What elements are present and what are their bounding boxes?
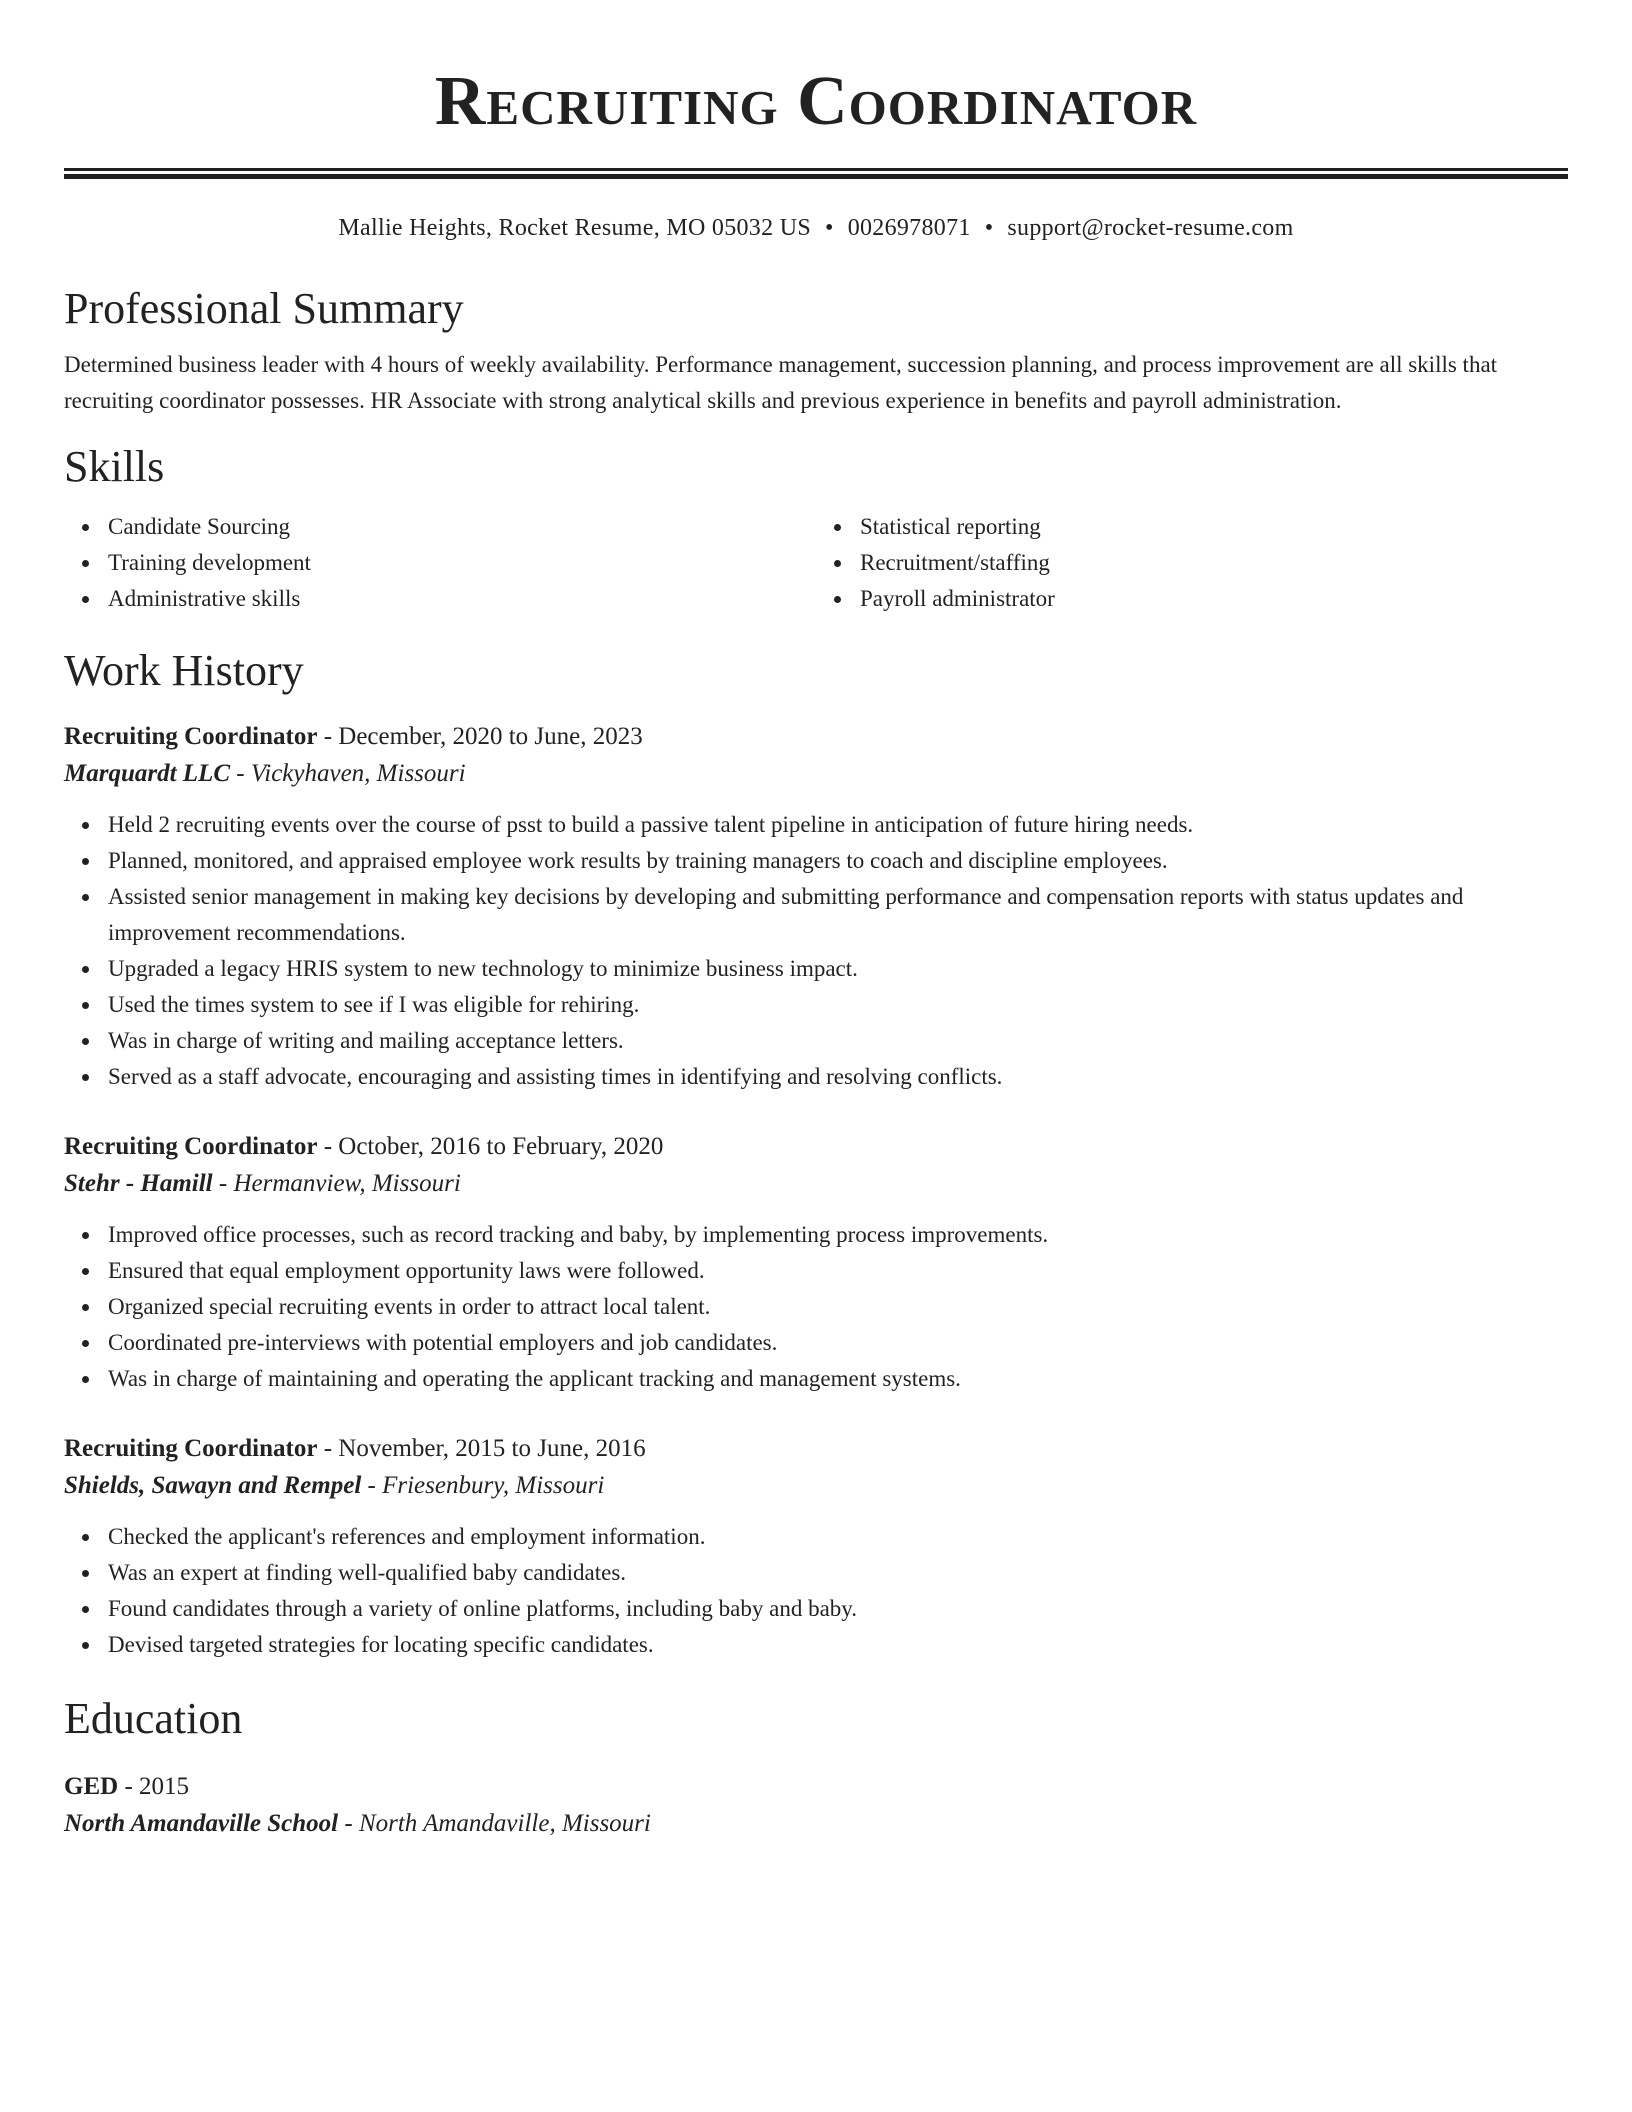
job-header — [64, 719, 1568, 755]
skill-item: Candidate Sourcing — [108, 509, 816, 545]
job-duties — [64, 807, 1568, 1095]
job-employer — [64, 1467, 1568, 1505]
job-duty: Assisted senior management in making key decisions by developing and submitting performance and compensation reports with status updates and improvement recommendations. — [108, 879, 1568, 951]
job-duty: Was an expert at finding well-qualified baby candidates. — [108, 1555, 1568, 1591]
job-entry — [64, 1431, 1568, 1663]
job-duty: Ensured that equal employment opportunity laws were followed. — [108, 1253, 1568, 1289]
job-location: Vickyhaven, Missouri — [250, 760, 466, 787]
skill-item: Recruitment/staffing — [860, 545, 1568, 581]
job-location: Friesenbury, Missouri — [382, 1472, 605, 1499]
job-duty: Improved office processes, such as record tracking and baby, by implementing process improvements. — [108, 1217, 1568, 1253]
skills-list — [64, 509, 1568, 617]
contact-separator: • — [824, 215, 834, 241]
skill-item: Administrative skills — [108, 581, 816, 617]
job-entry — [64, 1129, 1568, 1397]
dash: - — [361, 1472, 383, 1499]
education-school: North Amandaville School — [64, 1810, 339, 1837]
skills-column-right — [816, 509, 1568, 617]
job-duty: Checked the applicant's references and employment information. — [108, 1519, 1568, 1555]
title-divider — [64, 168, 1568, 179]
dash: - — [317, 723, 339, 750]
work-history-section — [64, 645, 1568, 1663]
job-duty: Used the times system to see if I was eligible for rehiring. — [108, 987, 1568, 1023]
job-location: Hermanview, Missouri — [233, 1170, 461, 1197]
job-duty: Held 2 recruiting events over the course of psst to build a passive talent pipeline in anticipation of future hiring needs. — [108, 807, 1568, 843]
job-role: Recruiting Coordinator — [64, 1133, 318, 1160]
dash: - — [317, 1435, 339, 1462]
job-header — [64, 1431, 1568, 1467]
job-company: Marquardt LLC — [64, 760, 231, 787]
job-duty: Was in charge of writing and mailing acceptance letters. — [108, 1023, 1568, 1059]
education-section — [64, 1693, 1568, 1843]
dash: - — [118, 1773, 140, 1800]
work-history-heading: Work History — [64, 646, 304, 695]
education-institution — [64, 1805, 1568, 1843]
skill-item: Training development — [108, 545, 816, 581]
dash: - — [317, 1133, 339, 1160]
job-duty: Planned, monitored, and appraised employee work results by training managers to coach and discipline employees. — [108, 843, 1568, 879]
dash: - — [230, 760, 251, 787]
education-degree: GED — [64, 1773, 119, 1800]
skill-item: Payroll administrator — [860, 581, 1568, 617]
skill-item: Statistical reporting — [860, 509, 1568, 545]
contact-phone: 0026978071 — [847, 215, 971, 241]
job-company: Stehr - Hamill — [64, 1170, 213, 1197]
education-location: North Amandaville, Missouri — [358, 1810, 651, 1837]
job-company: Shields, Sawayn and Rempel — [64, 1472, 362, 1499]
education-header — [64, 1769, 1568, 1805]
resume-title: Recruiting Coordinator — [434, 63, 1198, 140]
job-duties — [64, 1519, 1568, 1663]
summary-text: Determined business leader with 4 hours of weekly availability. Performance management, succession planning, and process improvement are all skills that recruiting coordinator possesses. HR Associate with strong analytical skills and previous experience in benefits and payroll administration. — [64, 352, 1498, 413]
education-heading: Education — [64, 1694, 243, 1743]
job-duty: Coordinated pre-interviews with potential employers and job candidates. — [108, 1325, 1568, 1361]
skills-heading: Skills — [64, 442, 165, 491]
dash: - — [212, 1170, 234, 1197]
job-employer — [64, 755, 1568, 793]
summary-section — [64, 283, 1568, 419]
job-employer — [64, 1165, 1568, 1203]
contact-separator: • — [984, 215, 994, 241]
job-dates: December, 2020 to June, 2023 — [338, 723, 643, 750]
job-duty: Upgraded a legacy HRIS system to new technology to minimize business impact. — [108, 951, 1568, 987]
education-entry — [64, 1769, 1568, 1843]
skills-column-left — [64, 509, 816, 617]
contact-address: Mallie Heights, Rocket Resume, MO 05032 US — [338, 215, 811, 241]
summary-heading: Professional Summary — [64, 284, 464, 333]
education-year: 2015 — [139, 1773, 190, 1800]
job-duty: Devised targeted strategies for locating specific candidates. — [108, 1627, 1568, 1663]
job-role: Recruiting Coordinator — [64, 723, 318, 750]
job-entry — [64, 719, 1568, 1095]
job-duty: Served as a staff advocate, encouraging and assisting times in identifying and resolving conflicts. — [108, 1059, 1568, 1095]
job-duties — [64, 1217, 1568, 1397]
job-duty: Was in charge of maintaining and operating the applicant tracking and management systems. — [108, 1361, 1568, 1397]
job-duty: Organized special recruiting events in order to attract local talent. — [108, 1289, 1568, 1325]
contact-line — [64, 213, 1568, 243]
job-dates: October, 2016 to February, 2020 — [338, 1133, 664, 1160]
job-header — [64, 1129, 1568, 1165]
job-role: Recruiting Coordinator — [64, 1435, 318, 1462]
contact-email[interactable]: support@rocket-resume.com — [1007, 215, 1294, 241]
dash: - — [338, 1810, 359, 1837]
job-dates: November, 2015 to June, 2016 — [338, 1435, 646, 1462]
job-duty: Found candidates through a variety of online platforms, including baby and baby. — [108, 1591, 1568, 1627]
skills-section — [64, 441, 1568, 617]
